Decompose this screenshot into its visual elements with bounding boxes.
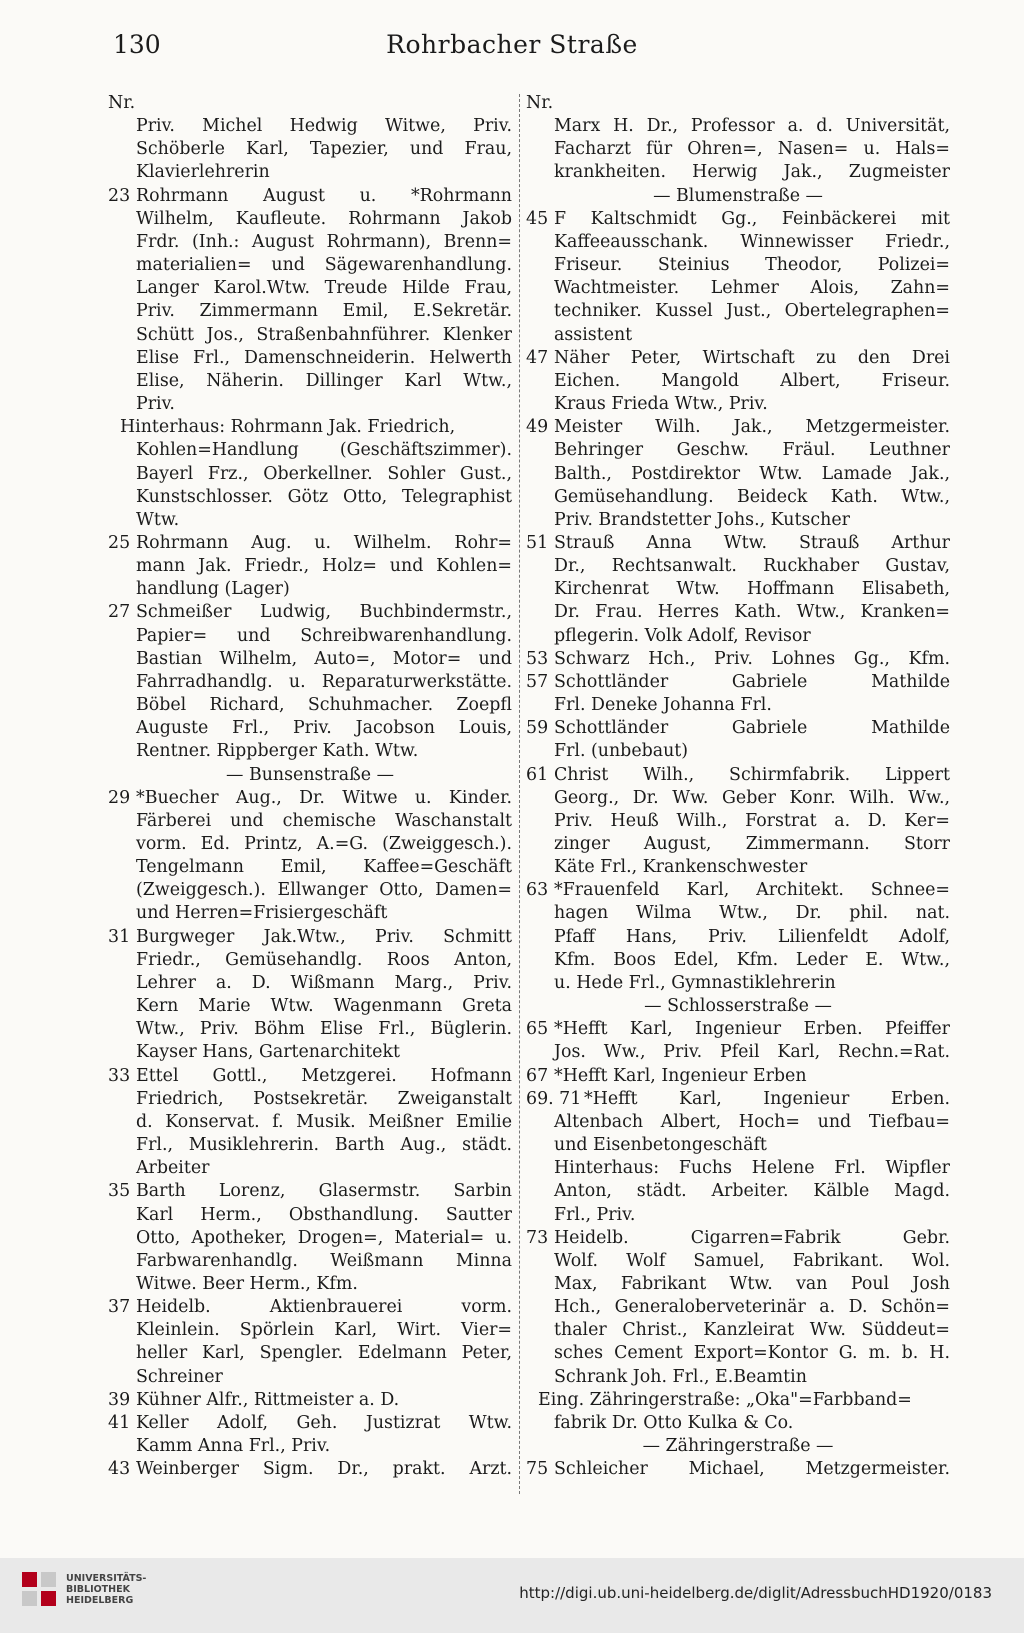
directory-line	[526, 1342, 950, 1365]
entry-text: *Hefft Karl, Ingenieur Erben	[554, 1065, 807, 1086]
entry-text: Frdr. (Inh.: August Rohrmann), Brenn=	[136, 231, 512, 252]
entry-text: sches Cement Export=Kontor G. m. b. H.	[554, 1343, 950, 1364]
directory-line	[526, 1458, 950, 1481]
directory-line	[108, 764, 512, 787]
directory-line	[526, 370, 950, 393]
directory-line	[108, 1296, 512, 1319]
directory-line	[526, 972, 950, 995]
directory-line	[108, 208, 512, 231]
entry-text: Kfm. Boos Edel, Kfm. Leder E. Wtw.,	[554, 949, 950, 970]
entry-text: Altenbach Albert, Hoch= und Tiefbau=	[554, 1111, 950, 1132]
house-number: 53	[526, 648, 549, 669]
directory-line	[108, 1204, 512, 1227]
directory-line	[526, 764, 950, 787]
entry-text: Elise, Näherin. Dillinger Karl Wtw.,	[136, 370, 512, 391]
entry-text: Kaffeeausschank. Winnewisser Friedr.,	[554, 231, 950, 252]
directory-line	[108, 277, 512, 300]
directory-line	[108, 1088, 512, 1111]
directory-line	[526, 578, 950, 601]
directory-line	[526, 1018, 950, 1041]
entry-text: Hinterhaus: Rohrmann Jak. Friedrich,	[120, 417, 456, 438]
entry-text: Papier= und Schreibwarenhandlung.	[136, 625, 512, 646]
directory-line	[108, 810, 512, 833]
directory-line	[108, 1227, 512, 1250]
directory-line	[526, 787, 950, 810]
library-name-line: BIBLIOTHEK	[66, 1584, 130, 1595]
directory-line	[108, 578, 512, 601]
entry-text: Keller Adolf, Geh. Justizrat Wtw.	[136, 1412, 512, 1433]
entry-text: Kohlen=Handlung (Geschäftszimmer).	[136, 440, 512, 461]
directory-line	[108, 1111, 512, 1134]
entry-text: Wilhelm, Kaufleute. Rohrmann Jakob	[136, 208, 512, 229]
footer-bar	[0, 1558, 1024, 1633]
entry-text: Elise Frl., Damenschneiderin. Helwerth	[136, 347, 512, 368]
entry-text: d. Konservat. f. Musik. Meißner Emilie	[136, 1111, 512, 1132]
directory-line	[526, 208, 950, 231]
directory-line	[526, 115, 950, 138]
house-number: 67	[526, 1065, 549, 1086]
entry-text: Wtw.	[136, 509, 180, 530]
entry-text: und Eisenbetongeschäft	[554, 1135, 767, 1156]
directory-line	[526, 949, 950, 972]
university-logo-icon	[20, 1570, 60, 1610]
entry-text: Burgweger Jak.Wtw., Priv. Schmitt	[136, 926, 512, 947]
directory-line	[108, 1412, 512, 1435]
entry-text: Kleinlein. Spörlein Karl, Wirt. Vier=	[136, 1320, 512, 1341]
directory-line	[526, 1227, 950, 1250]
directory-line	[108, 1041, 512, 1064]
entry-text: Priv. Heuß Wilh., Forstrat a. D. Ker=	[554, 810, 950, 831]
entry-text: Rohrmann Aug. u. Wilhelm. Rohr=	[136, 532, 512, 553]
entry-text: Schottländer Gabriele Mathilde	[554, 718, 950, 739]
directory-line	[108, 393, 512, 416]
directory-line	[526, 1319, 950, 1342]
directory-line	[526, 601, 950, 624]
entry-text: F Kaltschmidt Gg., Feinbäckerei mit	[554, 208, 950, 229]
entry-text: Rohrmann August u. *Rohrmann	[136, 185, 512, 206]
entry-text: Näher Peter, Wirtschaft zu den Drei	[554, 347, 950, 368]
directory-line	[108, 1134, 512, 1157]
entry-text: Hch., Generaloberveterinär a. D. Schön=	[554, 1297, 950, 1318]
entry-text: Frl. (unbebaut)	[554, 741, 689, 762]
entry-text: Schwarz Hch., Priv. Lohnes Gg., Kfm.	[554, 648, 950, 669]
entry-text: thaler Christ., Kanzleirat Ww. Süddeut=	[554, 1320, 950, 1341]
entry-text: Priv.	[136, 394, 175, 415]
entry-text: Kühner Alfr., Rittmeister a. D.	[136, 1389, 400, 1410]
page-header	[0, 30, 1024, 70]
directory-line	[108, 1366, 512, 1389]
directory-line	[526, 717, 950, 740]
directory-line	[526, 1111, 950, 1134]
directory-line	[526, 1366, 950, 1389]
entry-text: Schottländer Gabriele Mathilde	[554, 671, 950, 692]
house-number: 47	[526, 347, 549, 368]
directory-line	[526, 1250, 950, 1273]
directory-line	[526, 347, 950, 370]
entry-text: Barth Lorenz, Glasermstr. Sarbin	[136, 1181, 512, 1202]
library-name-line: HEIDELBERG	[66, 1595, 134, 1606]
directory-line	[526, 555, 950, 578]
directory-line	[526, 1134, 950, 1157]
house-number: 23	[108, 185, 131, 206]
directory-line	[526, 92, 950, 115]
entry-text: Fahrradhandlg. u. Reparaturwerkstätte.	[136, 671, 512, 692]
entry-text: und Herren=Frisiergeschäft	[136, 903, 388, 924]
directory-line	[108, 648, 512, 671]
running-title: Rohrbacher Straße	[386, 30, 638, 59]
entry-text: Kirchenrat Wtw. Hoffmann Elisabeth,	[554, 579, 950, 600]
entry-text: Schmeißer Ludwig, Buchbindermstr.,	[136, 602, 512, 623]
entry-text: Eing. Zähringerstraße: „Oka"=Farbband=	[538, 1389, 912, 1410]
directory-line	[108, 1342, 512, 1365]
directory-line	[108, 1018, 512, 1041]
entry-text: Witwe. Beer Herm., Kfm.	[136, 1273, 358, 1294]
entry-text: Weinberger Sigm. Dr., prakt. Arzt.	[136, 1459, 512, 1480]
directory-line	[526, 185, 950, 208]
directory-line	[108, 972, 512, 995]
entry-text: assistent	[554, 324, 633, 345]
directory-line	[526, 439, 950, 462]
entry-text: Böbel Richard, Schuhmacher. Zoepfl	[136, 695, 512, 716]
directory-line	[526, 902, 950, 925]
right-column	[526, 92, 950, 1481]
entry-text: Max, Fabrikant Wtw. van Poul Josh	[554, 1273, 950, 1294]
entry-text: Kunstschlosser. Götz Otto, Telegraphist	[136, 486, 512, 507]
entry-text: Facharzt für Ohren=, Nasen= u. Hals=	[554, 139, 950, 160]
directory-line	[526, 1041, 950, 1064]
entry-text: — Schlosserstraße —	[644, 996, 832, 1017]
entry-text: Ettel Gottl., Metzgerei. Hofmann	[136, 1065, 512, 1086]
entry-text: Kraus Frieda Wtw., Priv.	[554, 394, 768, 415]
entry-text: handlung (Lager)	[136, 579, 290, 600]
entry-text: Frl., Priv.	[554, 1204, 636, 1225]
house-number: 61	[526, 764, 549, 785]
entry-text: *Frauenfeld Karl, Architekt. Schnee=	[554, 880, 950, 901]
house-number: 49	[526, 417, 549, 438]
directory-line	[526, 926, 950, 949]
house-number: 63	[526, 880, 549, 901]
directory-line	[108, 694, 512, 717]
directory-line	[108, 486, 512, 509]
house-number: 65	[526, 1019, 549, 1040]
entry-text: zinger August, Zimmermann. Storr	[554, 834, 950, 854]
house-number: 41	[108, 1412, 131, 1433]
entry-text: Otto, Apotheker, Drogen=, Material= u.	[136, 1227, 512, 1248]
directory-line	[526, 393, 950, 416]
page-number: 130	[113, 30, 161, 59]
directory-line	[108, 671, 512, 694]
directory-line	[108, 1157, 512, 1180]
entry-text: Pfaff Hans, Priv. Lilienfeldt Adolf,	[554, 926, 950, 947]
entry-text: mann Jak. Friedr., Holz= und Kohlen=	[136, 556, 512, 577]
entry-text: Arbeiter	[136, 1158, 210, 1179]
entry-text: Georg., Dr. Ww. Geber Konr. Wilh. Ww.,	[554, 787, 950, 808]
entry-text: Schleicher Michael, Metzgermeister.	[554, 1459, 950, 1480]
directory-line	[526, 300, 950, 323]
entry-text: Wolf. Wolf Samuel, Fabrikant. Wol.	[554, 1250, 950, 1271]
entry-text: Bastian Wilhelm, Auto=, Motor= und	[136, 648, 512, 669]
entry-text: Anton, städt. Arbeiter. Kälble Magd.	[554, 1181, 950, 1202]
house-number: 43	[108, 1459, 131, 1480]
directory-line	[108, 1180, 512, 1203]
directory-line	[108, 787, 512, 810]
directory-line	[108, 532, 512, 555]
entry-text: Wachtmeister. Lehmer Alois, Zahn=	[554, 278, 950, 299]
entry-text: Hinterhaus: Fuchs Helene Frl. Wipfler	[554, 1158, 950, 1179]
directory-line	[108, 138, 512, 161]
house-number: 73	[526, 1227, 549, 1248]
entry-text: Meister Wilh. Jak., Metzgermeister.	[554, 417, 950, 438]
directory-line	[108, 879, 512, 902]
house-number: 51	[526, 532, 549, 553]
entry-text: (Zweiggesch.). Ellwanger Otto, Damen=	[136, 880, 512, 901]
house-number: 39	[108, 1389, 131, 1410]
directory-line	[526, 671, 950, 694]
directory-line	[108, 601, 512, 624]
entry-text: Dr., Rechtsanwalt. Ruckhaber Gustav,	[554, 556, 950, 577]
entry-text: Strauß Anna Wtw. Strauß Arthur	[554, 532, 950, 553]
entry-text: krankheiten. Herwig Jak., Zugmeister	[554, 162, 950, 183]
entry-text: Klavierlehrerin	[136, 162, 270, 183]
directory-line	[108, 509, 512, 532]
directory-line	[108, 833, 512, 856]
directory-line	[526, 1065, 950, 1088]
directory-line	[526, 648, 950, 671]
entry-text: Tengelmann Emil, Kaffee=Geschäft	[136, 857, 512, 878]
directory-line	[526, 1412, 950, 1435]
entry-text: Farbwarenhandlg. Weißmann Minna	[136, 1250, 512, 1271]
directory-line	[526, 416, 950, 439]
directory-line	[108, 161, 512, 184]
entry-text: Priv. Zimmermann Emil, E.Sekretär.	[136, 301, 512, 322]
directory-line	[108, 300, 512, 323]
house-number: 57	[526, 671, 549, 692]
column-divider	[519, 94, 521, 1494]
entry-text: Priv. Brandstetter Johs., Kutscher	[554, 509, 850, 530]
entry-text: techniker. Kussel Just., Obertelegraphen=	[554, 301, 950, 322]
directory-line	[108, 856, 512, 879]
directory-line	[108, 1065, 512, 1088]
directory-line	[108, 740, 512, 763]
entry-text: Nr.	[526, 93, 554, 113]
directory-line	[108, 1319, 512, 1342]
directory-line	[526, 231, 950, 254]
entry-text: u. Hede Frl., Gymnastiklehrerin	[554, 972, 836, 993]
entry-text: vorm. Ed. Printz, A.=G. (Zweiggesch.).	[136, 834, 512, 854]
directory-line	[526, 463, 950, 486]
entry-text: materialien= und Sägewarenhandlung.	[136, 255, 512, 276]
house-number: 35	[108, 1181, 131, 1202]
house-number: 29	[108, 787, 131, 808]
entry-text: Friedr., Gemüsehandlg. Roos Anton,	[136, 949, 512, 970]
directory-line	[526, 1296, 950, 1319]
entry-text: Heidelb. Cigarren=Fabrik Gebr.	[554, 1227, 950, 1248]
directory-line	[108, 324, 512, 347]
entry-text: Schütt Jos., Straßenbahnführer. Klenker	[136, 324, 512, 345]
entry-text: Kayser Hans, Gartenarchitekt	[136, 1042, 401, 1063]
entry-text: Lehrer a. D. Wißmann Marg., Priv.	[136, 972, 512, 993]
directory-line	[526, 879, 950, 902]
entry-text: Käte Frl., Krankenschwester	[554, 857, 808, 878]
entry-text: *Buecher Aug., Dr. Witwe u. Kinder.	[136, 787, 512, 808]
source-url-link[interactable]: http://digi.ub.uni-heidelberg.de/diglit/AdressbuchHD1920/0183	[519, 1584, 992, 1602]
directory-line	[108, 370, 512, 393]
entry-text: Dr. Frau. Herres Kath. Wtw., Kranken=	[554, 602, 950, 623]
directory-line	[526, 1204, 950, 1227]
entry-text: Auguste Frl., Priv. Jacobson Louis,	[136, 718, 512, 739]
directory-line	[108, 555, 512, 578]
directory-line	[108, 439, 512, 462]
directory-line	[108, 347, 512, 370]
entry-text: fabrik Dr. Otto Kulka & Co.	[554, 1412, 794, 1433]
house-number: 27	[108, 602, 131, 623]
directory-line	[108, 949, 512, 972]
directory-line	[108, 717, 512, 740]
entry-text: Frl. Deneke Johanna Frl.	[554, 695, 772, 716]
house-number: 59	[526, 718, 549, 739]
directory-line	[108, 625, 512, 648]
entry-text: Christ Wilh., Schirmfabrik. Lippert	[554, 764, 950, 785]
house-number: 69. 71	[526, 1088, 582, 1109]
directory-line	[526, 254, 950, 277]
directory-line	[526, 324, 950, 347]
entry-text: Färberei und chemische Waschanstalt	[136, 810, 512, 831]
directory-line	[526, 277, 950, 300]
directory-line	[108, 115, 512, 138]
directory-line	[108, 1389, 512, 1412]
directory-line	[108, 92, 512, 115]
directory-line	[526, 810, 950, 833]
house-number: 31	[108, 926, 131, 947]
entry-text: Jos. Ww., Priv. Pfeil Karl, Rechn.=Rat.	[554, 1042, 950, 1063]
library-name	[66, 1573, 146, 1606]
entry-text: Heidelb. Aktienbrauerei vorm.	[136, 1297, 512, 1318]
entry-text: — Zähringerstraße —	[642, 1436, 834, 1457]
entry-text: Schöberle Karl, Tapezier, und Frau,	[136, 139, 512, 160]
directory-line	[108, 995, 512, 1018]
directory-line	[108, 1250, 512, 1273]
entry-text: Gemüsehandlung. Beideck Kath. Wtw.,	[554, 486, 950, 507]
entry-text: *Hefft Karl, Ingenieur Erben.	[584, 1088, 950, 1109]
entry-text: Schreiner	[136, 1366, 223, 1387]
entry-text: Wtw., Priv. Böhm Elise Frl., Büglerin.	[136, 1019, 512, 1040]
entry-text: Balth., Postdirektor Wtw. Lamade Jak.,	[554, 463, 950, 484]
entry-text: Priv. Michel Hedwig Witwe, Priv.	[136, 116, 512, 137]
directory-line	[526, 740, 950, 763]
house-number: 37	[108, 1297, 131, 1318]
entry-text: pflegerin. Volk Adolf, Revisor	[554, 625, 811, 646]
left-column	[108, 92, 512, 1481]
house-number: 25	[108, 532, 131, 553]
directory-line	[108, 463, 512, 486]
directory-line	[108, 231, 512, 254]
directory-line	[526, 161, 950, 184]
directory-line	[526, 995, 950, 1018]
entry-text: Kamm Anna Frl., Priv.	[136, 1436, 331, 1457]
directory-line	[526, 1088, 950, 1111]
directory-line	[526, 1389, 950, 1412]
entry-text: Friedrich, Postsekretär. Zweiganstalt	[136, 1088, 512, 1109]
entry-text: *Hefft Karl, Ingenieur Erben. Pfeiffer	[554, 1019, 950, 1040]
directory-line	[526, 625, 950, 648]
house-number: 75	[526, 1459, 549, 1480]
entry-text: Schrank Joh. Frl., E.Beamtin	[554, 1366, 807, 1387]
entry-text: Kern Marie Wtw. Wagenmann Greta	[136, 996, 512, 1017]
entry-text: Frl., Musiklehrerin. Barth Aug., städt.	[136, 1135, 512, 1156]
library-name-line: UNIVERSITÄTS-	[66, 1573, 147, 1584]
directory-line	[526, 1180, 950, 1203]
directory-line	[108, 254, 512, 277]
entry-text: Behringer Geschw. Fräul. Leuthner	[554, 440, 950, 461]
entry-text: Karl Herm., Obsthandlung. Sautter	[136, 1204, 512, 1225]
directory-line	[526, 833, 950, 856]
directory-line	[526, 1273, 950, 1296]
entry-text: Eichen. Mangold Albert, Friseur.	[554, 370, 950, 391]
entry-text: Rentner. Rippberger Kath. Wtw.	[136, 741, 419, 762]
entry-text: — Blumenstraße —	[653, 185, 823, 206]
directory-line	[526, 138, 950, 161]
entry-text: heller Karl, Spengler. Edelmann Peter,	[136, 1343, 512, 1364]
house-number: 45	[526, 208, 549, 229]
directory-line	[526, 509, 950, 532]
directory-line	[108, 416, 512, 439]
entry-text: Bayerl Frz., Oberkellner. Sohler Gust.,	[136, 463, 512, 484]
entry-text: Nr.	[108, 93, 136, 113]
directory-line	[108, 902, 512, 925]
directory-line	[108, 1435, 512, 1458]
directory-line	[526, 1157, 950, 1180]
directory-line	[526, 694, 950, 717]
house-number: 33	[108, 1065, 131, 1086]
entry-text: Marx H. Dr., Professor a. d. Universität,	[554, 116, 950, 137]
directory-line	[526, 856, 950, 879]
directory-line	[526, 486, 950, 509]
entry-text: — Bunsenstraße —	[226, 764, 394, 785]
directory-line	[108, 185, 512, 208]
entry-text: hagen Wilma Wtw., Dr. phil. nat.	[554, 903, 950, 924]
entry-text: Friseur. Steinius Theodor, Polizei=	[554, 255, 950, 276]
directory-line	[108, 1273, 512, 1296]
entry-text: Langer Karol.Wtw. Treude Hilde Frau,	[136, 278, 512, 299]
directory-line	[108, 1458, 512, 1481]
directory-line	[526, 1435, 950, 1458]
directory-line	[108, 926, 512, 949]
directory-line	[526, 532, 950, 555]
